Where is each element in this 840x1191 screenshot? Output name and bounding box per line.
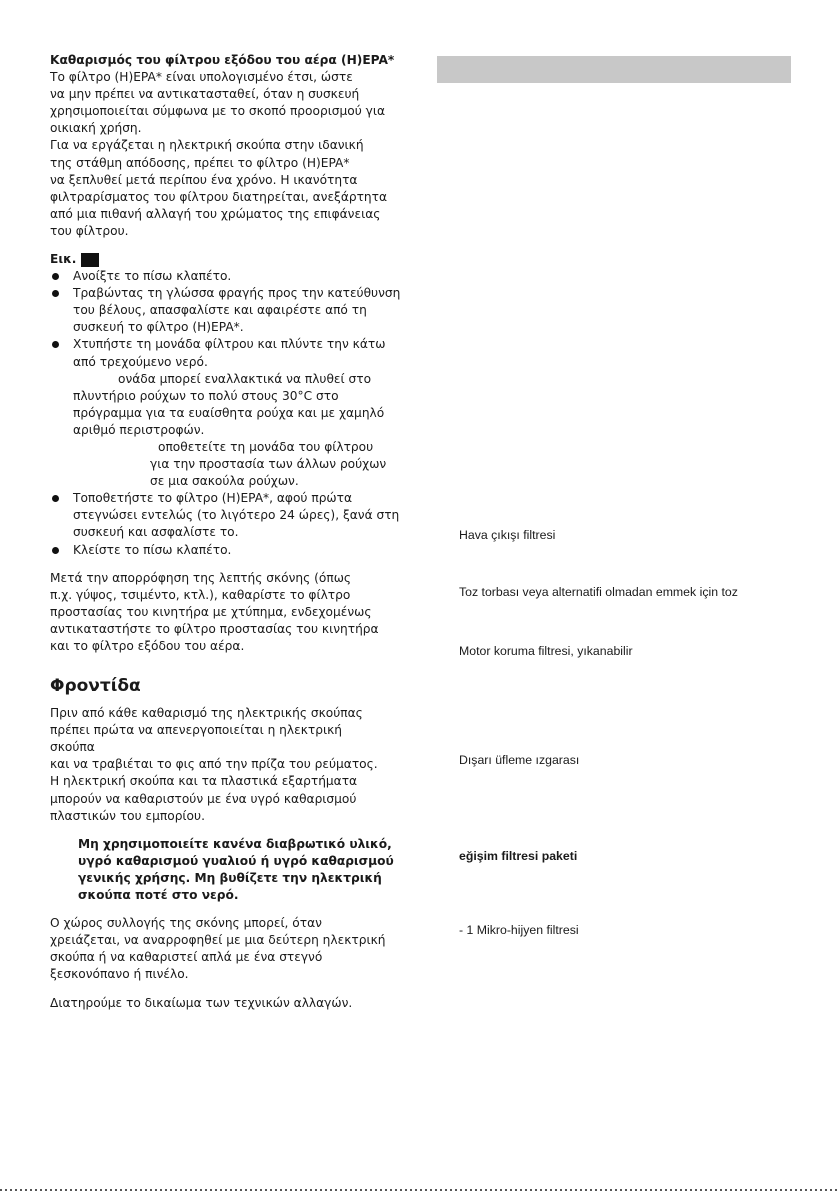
text-line: αντικαταστήστε το φίλτρο προστασίας του κινητήρα xyxy=(50,621,379,636)
text-line: από μια πιθανή αλλαγή του χρώματος της επιφάνειας xyxy=(50,206,381,221)
list-item xyxy=(50,268,410,285)
text-line: του φίλτρου. xyxy=(50,223,129,238)
text-line: Μετά την απορρόφηση της λεπτής σκόνης (όπως xyxy=(50,570,352,585)
text-line: Ανοίξτε το πίσω κλαπέτο. xyxy=(73,269,232,284)
steps-list-continued xyxy=(50,490,410,558)
text-line: Για να εργάζεται η ηλεκτρική σκούπα στην ιδανική xyxy=(50,138,364,153)
text-line: Η ηλεκτρική σκούπα και τα πλαστικά εξαρτήματα xyxy=(50,774,358,789)
text-line: ονάδα μπορεί εναλλακτικά να πλυθεί στο xyxy=(118,371,372,386)
text-line: σε μια σακούλα ρούχων. xyxy=(150,474,299,489)
bullet-icon xyxy=(52,547,59,554)
right-item-exhaust-grille: Dışarı üfleme ızgarası xyxy=(459,753,580,767)
list-item xyxy=(50,542,410,559)
text-line: οικιακή χρήση. xyxy=(50,121,142,136)
bag-note xyxy=(50,439,410,490)
list-item xyxy=(50,490,410,541)
care-section-title: Φροντίδα xyxy=(50,676,141,697)
hepa-heading: Καθαρισμός του φίλτρου εξόδου του αέρα (H)EPA* xyxy=(50,53,395,67)
text-line: Τοποθετήστε το φίλτρο (H)EPA*, αφού πρώτα xyxy=(73,491,353,506)
text-line: στεγνώσει εντελώς (το λιγότερο 24 ώρες), ξανά στη xyxy=(73,508,400,523)
text-line: Ο χώρος συλλογής της σκόνης μπορεί, όταν xyxy=(50,916,322,931)
text-line: της στάθμη απόδοσης, πρέπει το φίλτρο (H)EPA* xyxy=(50,155,350,170)
right-item-micro-hygiene-filter: - 1 Mikro-hijyen filtresi xyxy=(459,923,579,937)
text-line: σκούπα ή να καθαριστεί απλά με ένα στεγνό xyxy=(50,950,323,965)
text-line: προστασίας του κινητήρα με χτύπημα, ενδεχομένως xyxy=(50,604,372,619)
bullet-icon xyxy=(52,273,59,280)
text-line: χρησιμοποιείται σύμφωνα με το σκοπό προορισμού για xyxy=(50,104,386,119)
right-item-motor-protection-filter: Motor koruma filtresi, yıkanabilir xyxy=(459,644,633,658)
right-item-air-outlet-filter: Hava çıkışı filtresi xyxy=(459,528,556,542)
washing-note xyxy=(50,371,410,439)
bullet-icon xyxy=(52,290,59,297)
text-line: υγρό καθαρισμού γυαλιού ή υγρό καθαρισμού xyxy=(78,853,394,868)
text-line: γενικής χρήσης. Μη βυθίζετε την ηλεκτρική xyxy=(78,870,382,885)
text-line: οποθετείτε τη μονάδα του φίλτρου xyxy=(158,439,374,454)
hepa-paragraph xyxy=(50,69,410,240)
text-line: Τραβώντας τη γλώσσα φραγής προς την κατεύθυνση xyxy=(73,286,401,301)
text-line: πλυντήριο ρούχων το πολύ στους 30°C στο xyxy=(73,388,339,403)
text-line: χρειάζεται, να αναρροφηθεί με μια δεύτερη ηλεκτρική xyxy=(50,933,386,948)
technical-changes-notice: Διατηρούμε το δικαίωμα των τεχνικών αλλαγών. xyxy=(50,995,353,1010)
text-line: και το φίλτρο εξόδου του αέρα. xyxy=(50,639,245,653)
bullet-icon xyxy=(52,495,59,502)
text-line: πλαστικών του εμπορίου. xyxy=(50,808,205,823)
text-line: π.χ. γύψος, τσιμέντο, κτλ.), καθαρίστε το φίλτρο xyxy=(50,587,351,602)
dust-compartment-paragraph xyxy=(50,915,410,983)
text-line: ξεσκονόπανο ή πινέλο. xyxy=(50,967,189,982)
text-line: πρόγραμμα για τα ευαίσθητα ρούχα και με χαμηλό xyxy=(73,405,385,420)
steps-list xyxy=(50,268,410,371)
right-item-replacement-filter-pack: eğişim filtresi paketi xyxy=(459,849,578,863)
figure-label: Εικ. xyxy=(50,252,77,267)
text-line: Χτυπήστε τη μονάδα φίλτρου και πλύντε την κάτω xyxy=(73,337,386,352)
fine-dust-paragraph xyxy=(50,570,410,655)
text-line: συσκευή και ασφαλίστε το. xyxy=(73,525,239,540)
text-line: για την προστασία των άλλων ρούχων xyxy=(150,457,387,472)
text-line: συσκευή το φίλτρο (H)EPA*. xyxy=(73,320,244,335)
text-line: να ξεπλυθεί μετά περίπου ένα χρόνο. Η ικανότητα xyxy=(50,172,358,187)
care-paragraph xyxy=(50,705,410,825)
bullet-icon xyxy=(52,341,59,348)
text-line: μπορούν να καθαριστούν με ένα υγρό καθαρισμού xyxy=(50,791,357,806)
text-line: Μη χρησιμοποιείτε κανένα διαβρωτικό υλικό, xyxy=(78,836,392,851)
greek-column xyxy=(50,52,410,1012)
cleaning-warning xyxy=(50,836,410,904)
text-line: Το φίλτρο (H)EPA* είναι υπολογισμένο έτσι, ώστε xyxy=(50,70,353,85)
text-line: αριθμό περιστροφών. xyxy=(73,422,205,437)
figure-number-box xyxy=(81,253,99,267)
text-line: σκούπα xyxy=(50,740,95,755)
text-line: πρέπει πρώτα να απενεργοποιείται η ηλεκτρική xyxy=(50,723,342,738)
text-line: να μην πρέπει να αντικατασταθεί, όταν η συσκευή xyxy=(50,87,360,102)
text-line: του βέλους, απασφαλίστε και αφαιρέστε από τη xyxy=(73,303,367,318)
text-line: και να τραβιέται το φις από την πρίζα του ρεύματος. xyxy=(50,757,378,772)
figure-reference xyxy=(50,251,410,268)
text-line: σκούπα ποτέ στο νερό. xyxy=(78,888,239,903)
text-line: φιλτραρίσματος του φίλτρου διατηρείται, ανεξάρτητα xyxy=(50,189,388,204)
list-item xyxy=(50,285,410,336)
section-header-bar xyxy=(437,56,791,83)
text-line: Κλείστε το πίσω κλαπέτο. xyxy=(73,542,232,557)
text-line: Πριν από κάθε καθαρισμό της ηλεκτρικής σκούπας xyxy=(50,706,363,721)
list-item xyxy=(50,336,410,370)
text-line: από τρεχούμενο νερό. xyxy=(73,354,208,369)
right-item-dust-without-bag: Toz torbası veya alternatifi olmadan emmek için toz xyxy=(459,585,738,599)
